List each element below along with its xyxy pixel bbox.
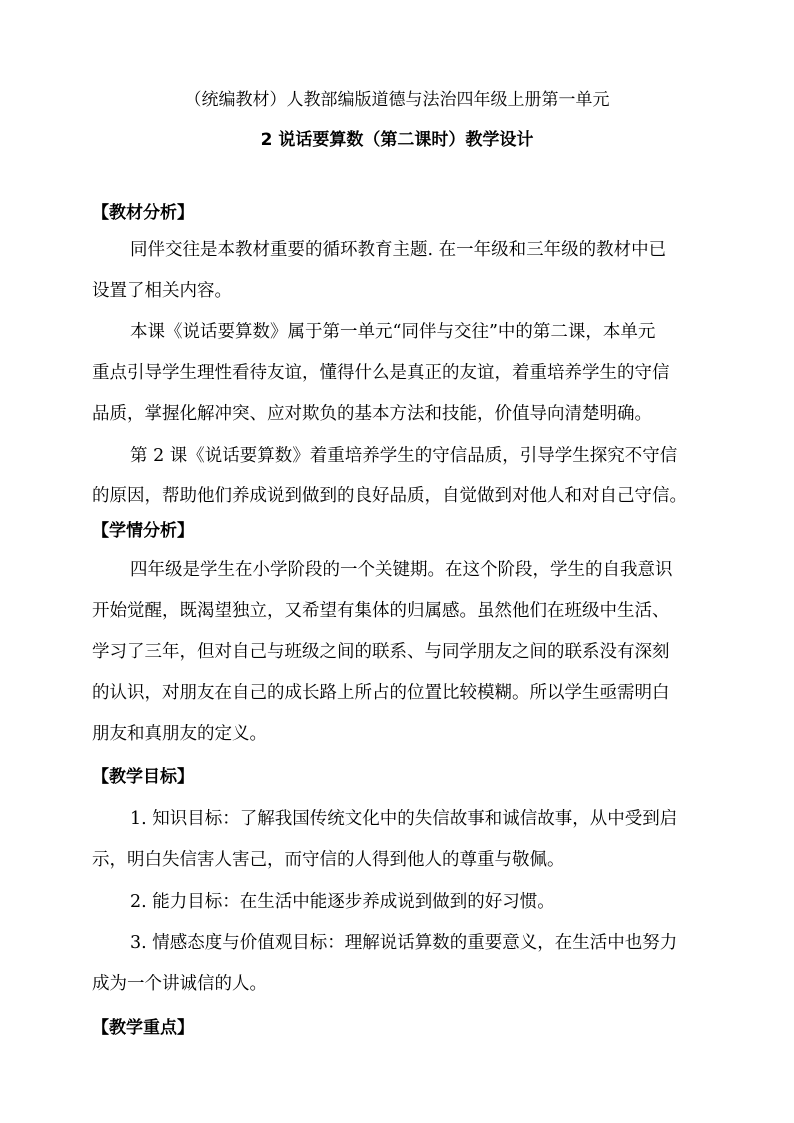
paragraph-line: 示，明白失信害人害己，而守信的人得到他人的尊重与敬佩。 <box>92 850 565 870</box>
paragraph-line: 设置了相关内容。 <box>92 281 232 301</box>
paragraph-line: 重点引导学生理性看待友谊，懂得什么是真正的友谊，着重培养学生的守信 <box>92 363 670 383</box>
section-heading-learner-analysis: 【学情分析】 <box>92 521 194 541</box>
paragraph-line: 2. 能力目标：在生活中能逐步养成说到做到的好习惯。 <box>130 892 555 912</box>
paragraph-line: 成为一个讲诚信的人。 <box>92 974 267 994</box>
paragraph-line: 的原因，帮助他们养成说到做到的良好品质，自觉做到对他人和对自己守信。 <box>92 486 687 506</box>
paragraph-line: 品质，掌握化解冲突、应对欺负的基本方法和技能，价值导向清楚明确。 <box>92 404 652 424</box>
paragraph-line: 同伴交往是本教材重要的循环教育主题. 在一年级和三年级的教材中已 <box>130 240 667 260</box>
document-title-line-1: （统编教材）人教部编版道德与法治四年级上册第一单元 <box>184 90 610 110</box>
paragraph-line: 四年级是学生在小学阶段的一个关键期。在这个阶段，学生的自我意识 <box>130 560 673 580</box>
paragraph-line: 学习了三年，但对自己与班级之间的联系、与同学朋友之间的联系没有深刻 <box>92 642 670 662</box>
paragraph-line: 朋友和真朋友的定义。 <box>92 724 267 744</box>
paragraph-line: 本课《说话要算数》属于第一单元“同伴与交往”中的第二课，本单元 <box>130 322 656 342</box>
paragraph-line: 第 2 课《说话要算数》着重培养学生的守信品质，引导学生探究不守信 <box>130 446 678 466</box>
paragraph-line: 的认识，对朋友在自己的成长路上所占的位置比较模糊。所以学生亟需明白 <box>92 683 670 703</box>
section-heading-textbook-analysis: 【教材分析】 <box>92 203 194 223</box>
paragraph-line: 1. 知识目标：了解我国传统文化中的失信故事和诚信故事，从中受到启 <box>130 809 678 829</box>
section-heading-teaching-goals: 【教学目标】 <box>92 767 194 787</box>
section-heading-teaching-focus: 【教学重点】 <box>92 1018 194 1038</box>
paragraph-line: 3. 情感态度与价值观目标：理解说话算数的重要意义，在生活中也努力 <box>130 933 678 953</box>
document-title-line-2: 2 说话要算数（第二课时）教学设计 <box>260 130 534 150</box>
paragraph-line: 开始觉醒，既渴望独立，又希望有集体的归属感。虽然他们在班级中生活、 <box>92 601 670 621</box>
